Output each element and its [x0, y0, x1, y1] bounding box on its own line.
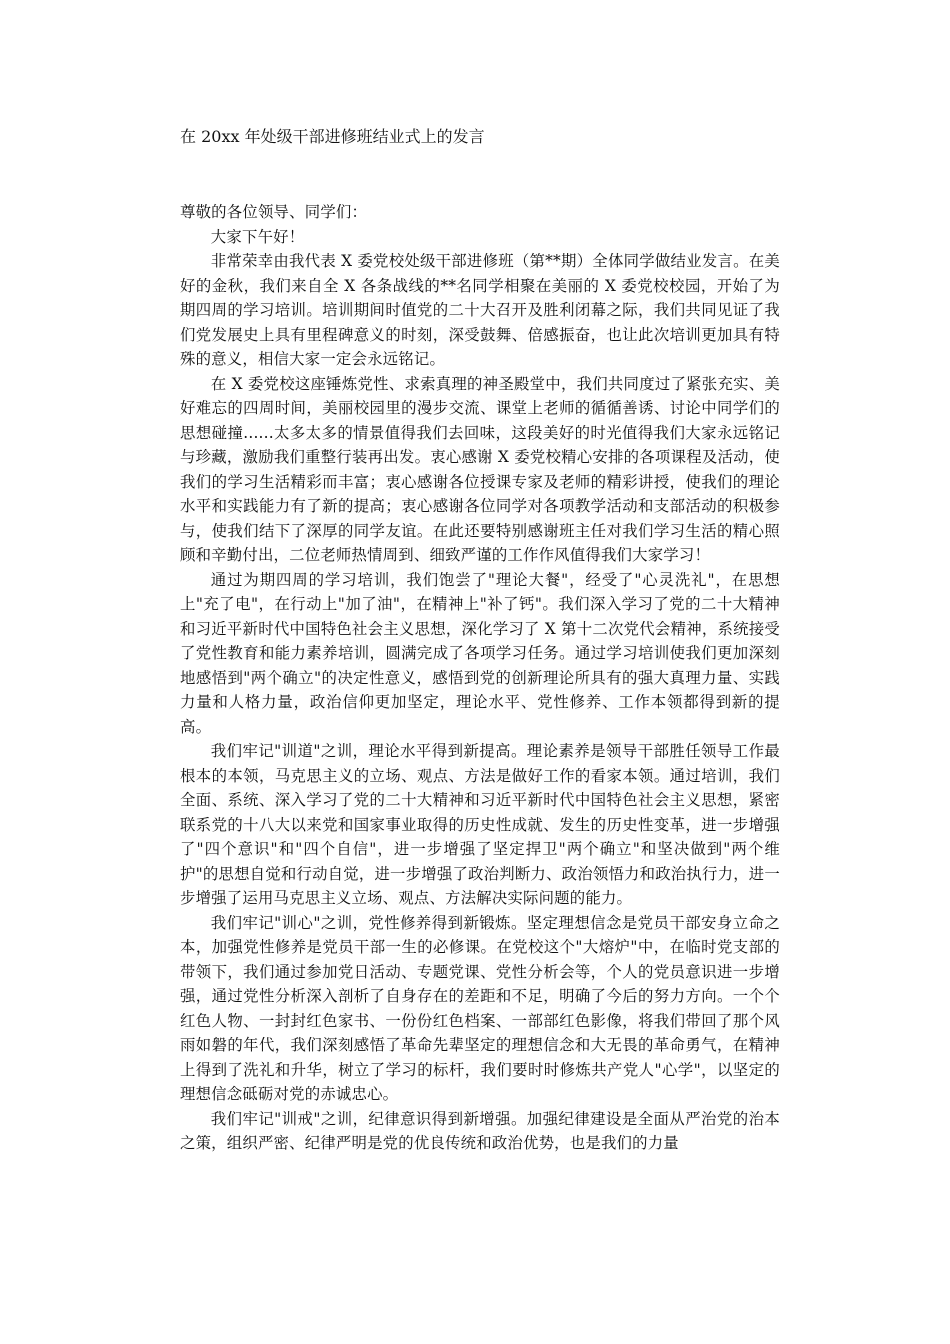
paragraph: 通过为期四周的学习培训，我们饱尝了"理论大餐"，经受了"心灵洗礼"，在思想上"充了电"，在行动上"加了油"，在精神上"补了钙"。我们深入学习了党的二十大精神和习近平新时代中国特色社会主义思想，深化学习了 X 第十二次党代会精神，系统接受了党性教育和能力素养培训，圆满完成了各项学习任务。通过学习培训使我们更加深刻地感悟到"两个确立"的决定性意义，感悟到党的创新理论所具有的强大真理力量、实践力量和人格力量，政治信仰更加坚定，理论水平、党性修养、工作本领都得到新的提高。 [180, 570, 780, 736]
paragraph: 非常荣幸由我代表 X 委党校处级干部进修班（第**期）全体同学做结业发言。在美好的金秋，我们来自全 X 各条战线的**名同学相聚在美丽的 X 委党校校园，开始了为期四周的学习培训。培训期间时值党的二十大召开及胜利闭幕之际，我们共同见证了我们党发展史上具有里程碑意义的时刻，深受鼓舞、倍感振奋，也让此次培训更加具有特殊的意义，相信大家一定会永远铭记。 [180, 252, 780, 368]
greeting: 大家下午好！ [210, 227, 305, 246]
paragraph: 我们牢记"训心"之训，党性修养得到新锻炼。坚定理想信念是党员干部安身立命之本，加强党性修养是党员干部一生的必修课。在党校这个"大熔炉"中，在临时党支部的带领下，我们通过参加党日活动、专题党课、党性分析会等，个人的党员意识进一步增强，通过党性分析深入剖析了自身存在的差距和不足，明确了今后的努力方向。一个个红色人物、一封封红色家书、一份份红色档案、一部部红色影像，将我们带回了那个风雨如磐的年代，我们深刻感悟了革命先辈坚定的理想信念和大无畏的革命勇气，在精神上得到了洗礼和升华，树立了学习的标杆，我们要时时修炼共产党人"心学"，以坚定的理想信念砥砺对党的赤诚忠心。 [180, 913, 780, 1103]
paragraph: 我们牢记"训戒"之训，纪律意识得到新增强。加强纪律建设是全面从严治党的治本之策，组织严密、纪律严明是党的优良传统和政治优势，也是我们的力量 [180, 1109, 780, 1152]
salutation: 尊敬的各位领导、同学们： [180, 203, 368, 221]
document-title: 在 20xx 年处级干部进修班结业式上的发言 [180, 127, 485, 146]
document-body [180, 200, 780, 1156]
paragraph: 在 X 委党校这座锤炼党性、求索真理的神圣殿堂中，我们共同度过了紧张充实、美好难忘的四周时间，美丽校园里的漫步交流、课堂上老师的循循善诱、讨论中同学们的思想碰撞......太多太多的情景值得我们去回味，这段美好的时光值得我们大家永远铭记与珍藏，激励我们重整行装再出发。衷心感谢 X 委党校精心安排的各项课程及活动，使我们的学习生活精彩而丰富；衷心感谢各位授课专家及老师的精彩讲授，使我们的理论水平和实践能力有了新的提高；衷心感谢各位同学对各项教学活动和支部活动的积极参与，使我们结下了深厚的同学友谊。在此还要特别感谢班主任对我们学习生活的精心照顾和辛勤付出，二位老师热情周到、细致严谨的工作作风值得我们大家学习！ [180, 374, 780, 564]
paragraph: 我们牢记"训道"之训，理论水平得到新提高。理论素养是领导干部胜任领导工作最根本的本领，马克思主义的立场、观点、方法是做好工作的看家本领。通过培训，我们全面、系统、深入学习了党的二十大精神和习近平新时代中国特色社会主义思想，紧密联系党的十八大以来党和国家事业取得的历史性成就、发生的历史性变革，进一步增强了"四个意识"和"四个自信"，进一步增强了坚定捍卫"两个确立"和坚决做到"两个维护"的思想自觉和行动自觉，进一步增强了政治判断力、政治领悟力和政治执行力，进一步增强了运用马克思主义立场、观点、方法解决实际问题的能力。 [180, 742, 780, 907]
